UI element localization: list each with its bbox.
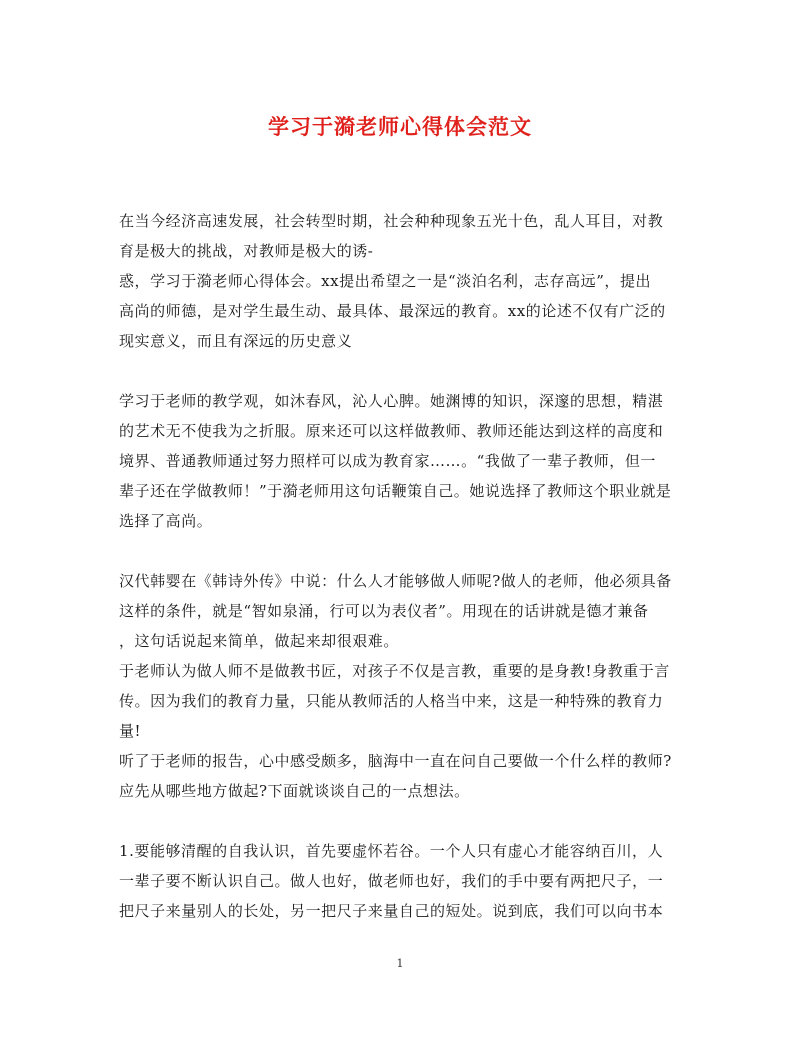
text-line: 育是极大的挑战，对教师是极大的诱- <box>119 242 374 260</box>
text-line: 把尺子来量别人的长处，另一把尺子来量自己的短处。说到底，我们可以向书本 <box>119 902 664 920</box>
text-line: 量! <box>119 722 142 740</box>
text-line: 现实意义，而且有深远的历史意义 <box>119 332 353 350</box>
text-line: 听了于老师的报告，心中感受颇多，脑海中一直在问自己要做一个什么样的教师? <box>119 752 672 770</box>
text-line: 学习于老师的教学观，如沐春风，沁人心脾。她渊博的知识，深邃的思想，精湛 <box>119 392 664 410</box>
text-line: ，这句话说起来简单，做起来却很艰难。 <box>119 632 399 650</box>
text-line: 应先从哪些地方做起?下面就谈谈自己的一点想法。 <box>119 782 470 800</box>
text-line: 1.要能够清醒的自我认识，首先要虚怀若谷。一个人只有虚心才能容纳百川，人 <box>119 842 664 860</box>
paragraph <box>119 566 685 806</box>
document-body <box>119 206 685 926</box>
text-line: 的艺术无不使我为之折服。原来还可以这样做教师、教师还能达到这样的高度和 <box>119 422 664 440</box>
document-title: 学习于漪老师心得体会范文 <box>268 115 532 139</box>
text-line: 惑，学习于漪老师心得体会。xx提出希望之一是“淡泊名利，志存高远”，提出 <box>119 272 652 290</box>
text-line: 这样的条件，就是“智如泉涌，行可以为表仪者”。用现在的话讲就是德才兼备 <box>119 602 649 620</box>
paragraph <box>119 206 685 356</box>
text-line: 于老师认为做人师不是做教书匠，对孩子不仅是言教，重要的是身教!身教重于言 <box>119 662 670 680</box>
paragraph-spacer <box>119 806 685 836</box>
text-line: 一辈子要不断认识自己。做人也好，做老师也好，我们的手中要有两把尺子，一 <box>119 872 664 890</box>
text-line: 选择了高尚。 <box>119 512 213 530</box>
text-line: 汉代韩婴在《韩诗外传》中说：什么人才能够做人师呢?做人的老师，他必须具备 <box>119 572 672 590</box>
paragraph-spacer <box>119 356 685 386</box>
paragraph <box>119 836 685 926</box>
text-line: 高尚的师德，是对学生最生动、最具体、最深远的教育。xx的论述不仅有广泛的 <box>119 302 666 320</box>
text-line: 辈子还在学做教师！”于漪老师用这句话鞭策自己。她说选择了教师这个职业就是 <box>119 482 672 500</box>
paragraph <box>119 386 685 536</box>
page-number: 1 <box>396 957 404 970</box>
text-line: 传。因为我们的教育力量，只能从教师活的人格当中来，这是一种特殊的教育力 <box>119 692 664 710</box>
text-line: 在当今经济高速发展，社会转型时期，社会种种现象五光十色，乱人耳目，对教 <box>119 212 664 230</box>
paragraph-spacer <box>119 536 685 566</box>
text-line: 境界、普通教师通过努力照样可以成为教育家……。“我做了一辈子教师，但一 <box>119 452 656 470</box>
